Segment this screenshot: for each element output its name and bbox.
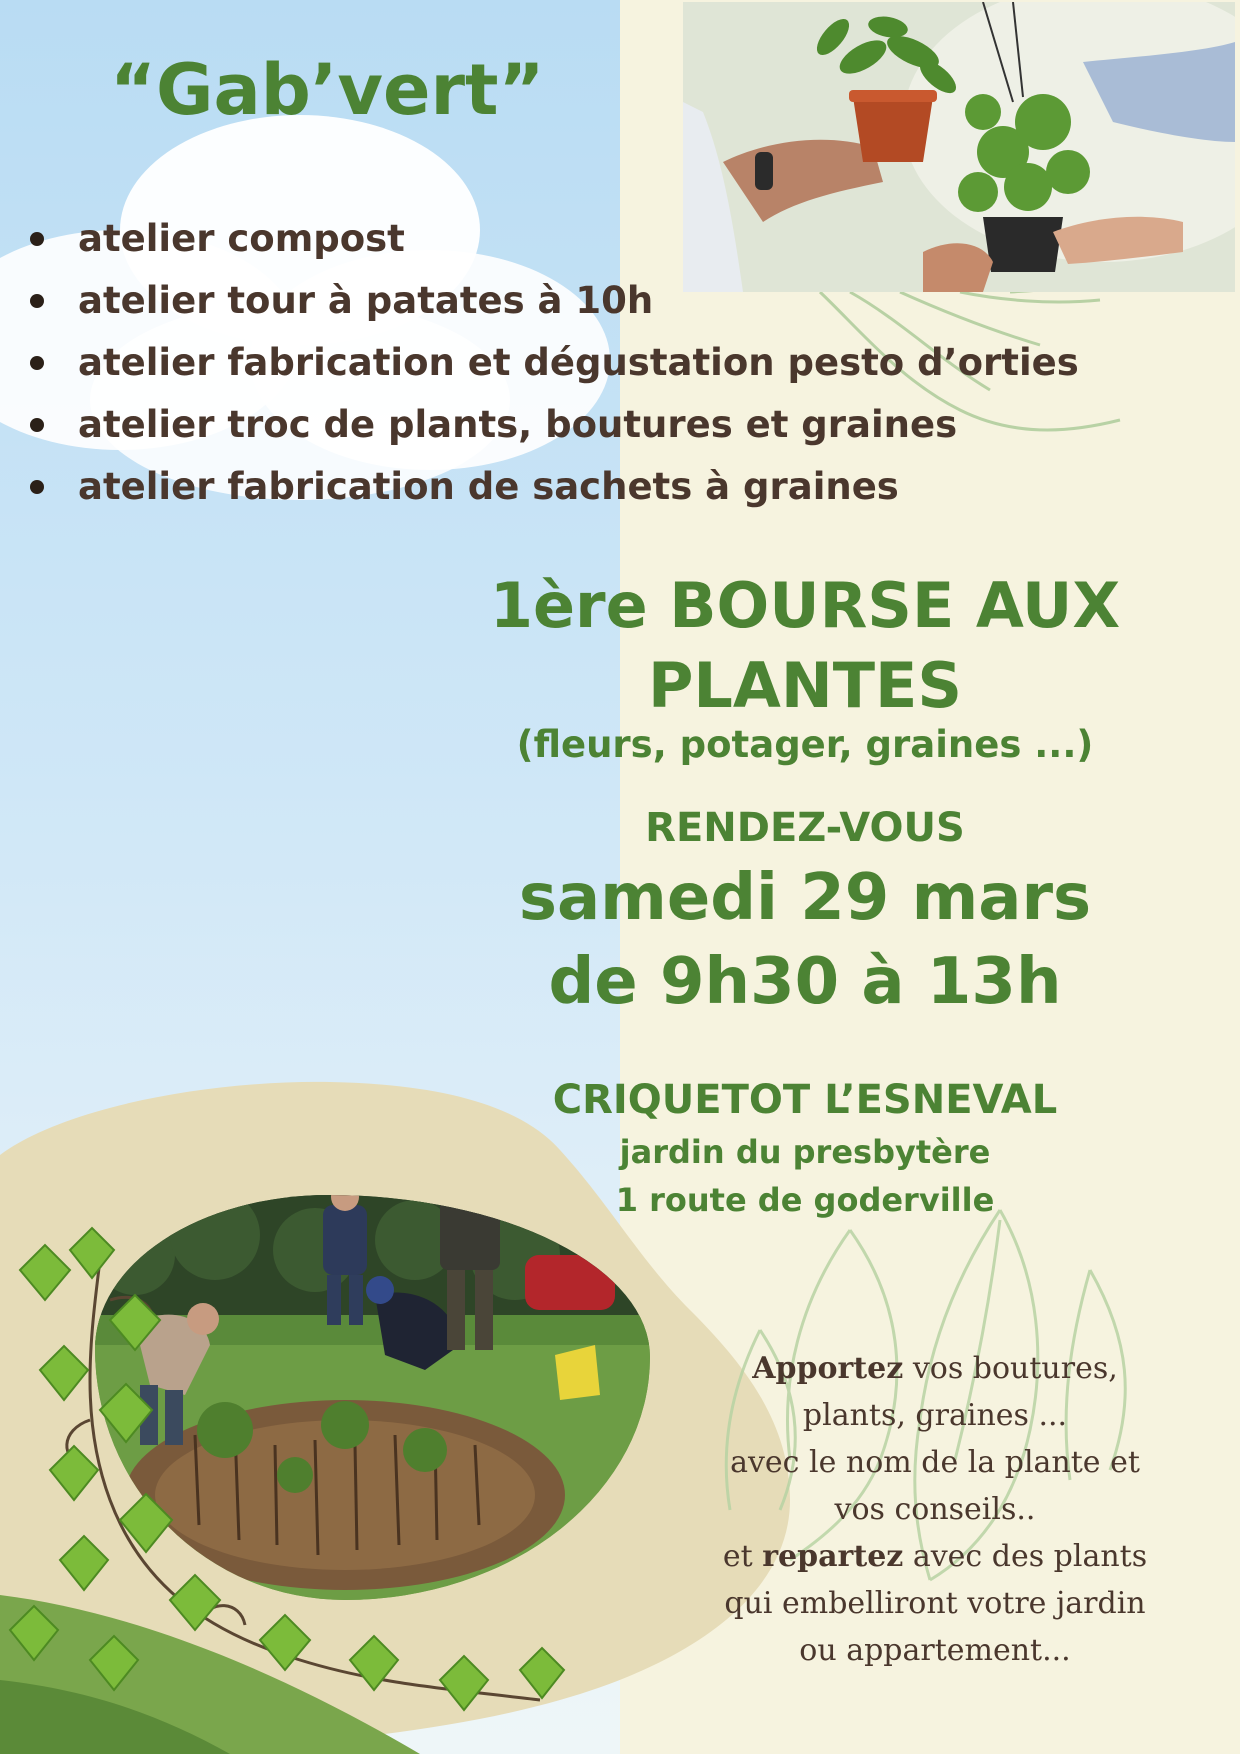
invitation-message [675, 1345, 1195, 1674]
rendezvous-label: RENDEZ-VOUS [645, 805, 965, 851]
poster-title: “Gab’vert” [110, 49, 545, 131]
workshop-label: atelier tour à patates à 10h [78, 279, 654, 322]
workshop-label: atelier fabrication et dégustation pesto d’orties [78, 341, 1079, 384]
workshop-label: atelier fabrication de sachets à graines [78, 465, 899, 508]
bullet-icon [30, 232, 44, 246]
workshop-item [28, 332, 1208, 394]
workshop-list [28, 208, 1208, 518]
bullet-icon [30, 356, 44, 370]
message-line-3: avec le nom de la plante et [730, 1445, 1140, 1480]
bullet-icon [30, 480, 44, 494]
workshop-item [28, 208, 1208, 270]
workshop-item [28, 270, 1208, 332]
message-bold-repartez: repartez [762, 1539, 904, 1574]
message-line-5: avec des plants [903, 1539, 1148, 1574]
message-line-2: plants, graines ... [802, 1398, 1068, 1433]
location-venue: jardin du presbytère [619, 1133, 991, 1171]
workshop-item [28, 394, 1208, 456]
message-bold-apportez: Apportez [752, 1351, 904, 1386]
event-date: samedi 29 mars [518, 861, 1092, 935]
message-line-4: vos conseils.. [834, 1492, 1036, 1527]
message-line-7: ou appartement... [799, 1633, 1071, 1668]
event-time: de 9h30 à 13h [548, 945, 1062, 1019]
location-address: 1 route de goderville [615, 1181, 995, 1219]
ivy-leaves [10, 1228, 564, 1710]
message-line-6: qui embelliront votre jardin [724, 1586, 1146, 1621]
bullet-icon [30, 418, 44, 432]
message-line-5-start: et [722, 1539, 763, 1574]
event-subtitle: (fleurs, potager, graines ...) [516, 723, 1094, 766]
workshop-label: atelier troc de plants, boutures et graines [78, 403, 958, 446]
event-title: 1ère BOURSE AUX [489, 569, 1121, 642]
workshop-label: atelier compost [78, 217, 405, 260]
bullet-icon [30, 294, 44, 308]
message-line-1: vos boutures, [903, 1351, 1118, 1386]
location-town: CRIQUETOT L’ESNEVAL [552, 1077, 1058, 1123]
workshop-item [28, 456, 1208, 518]
event-title-continued: PLANTES [647, 649, 963, 722]
